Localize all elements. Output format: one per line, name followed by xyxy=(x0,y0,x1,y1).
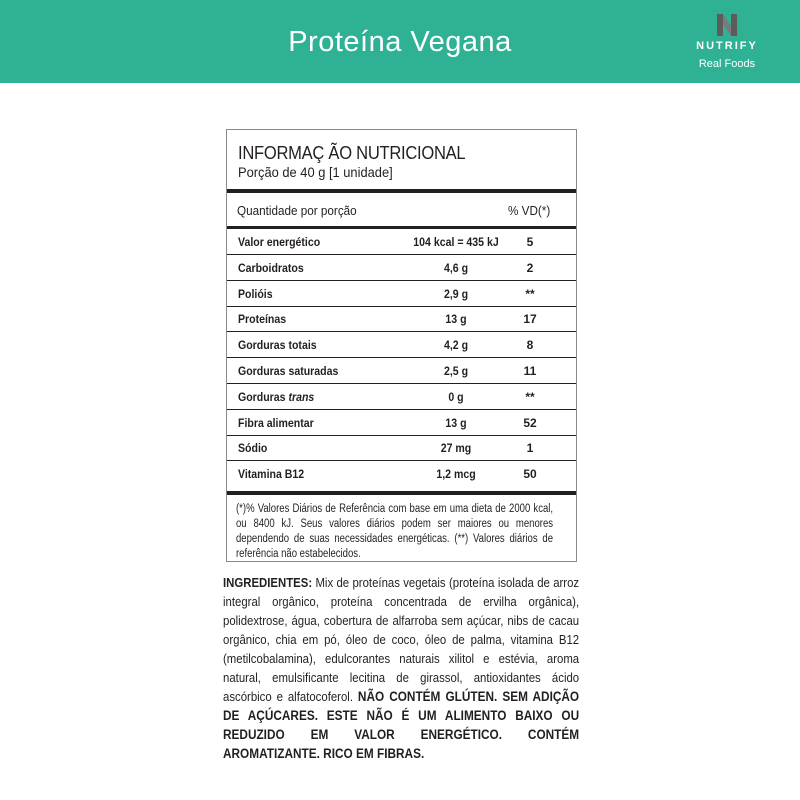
allergen-warning: NÃO CONTÉM GLÚTEN. SEM ADIÇÃO DE AÇÚCARES. ESTE NÃO É UM ALIMENTO BAIXO OU REDUZIDO EM VALOR ENERGÉTICO. CONTÉM AROMATIZANTE. RICO EM FIBRAS. xyxy=(223,689,580,761)
nutrient-name: Vitamina B12 xyxy=(238,467,305,482)
nutrient-quantity: 4,2 g xyxy=(443,338,469,353)
brand-tagline: Real Foods xyxy=(698,58,756,70)
column-header-dv: % VD(*) xyxy=(508,203,551,218)
nutrient-row xyxy=(227,384,576,410)
nutrient-daily-value: 8 xyxy=(526,338,534,353)
nutrient-row xyxy=(227,306,576,332)
page-title: Proteína Vegana xyxy=(288,26,512,58)
nutrient-daily-value: 52 xyxy=(523,415,537,430)
nutrient-name-italic: trans xyxy=(288,389,315,404)
nutrient-daily-value: ** xyxy=(525,286,535,301)
nutrient-quantity: 4,6 g xyxy=(443,260,469,275)
nutrient-name: Gorduras totais xyxy=(238,338,317,353)
brand-name: NUTRIFY xyxy=(696,40,758,52)
nutrient-daily-value: 2 xyxy=(526,260,534,275)
daily-value-footnote: (*)% Valores Diários de Referência com base em uma dieta de 2000 kcal, ou 8400 kJ. Seus valores diários podem ser maiores ou menores dependendo de suas necessidades energéticas. (**) Valores diários de referência não estabelecidos. xyxy=(236,503,554,560)
nutrient-row xyxy=(227,255,576,281)
nutrient-name: Sódio xyxy=(238,441,268,456)
nutrient-name: Fibra alimentar xyxy=(238,415,314,430)
nutrient-name: Carboidratos xyxy=(238,260,304,275)
nutrient-quantity: 2,5 g xyxy=(443,364,469,378)
nutrient-name: Valor energético xyxy=(238,235,321,249)
brand-logo xyxy=(672,12,782,70)
nutrient-quantity: 13 g xyxy=(445,415,467,430)
nutrient-daily-value: 17 xyxy=(523,312,537,327)
nutrient-name-prefix: Gorduras xyxy=(238,389,289,404)
ingredients-heading: INGREDIENTES: xyxy=(223,575,313,590)
ingredients-block xyxy=(223,573,579,763)
nutrient-name: Polióis xyxy=(238,286,273,301)
nutrition-title: INFORMAÇ ÃO NUTRICIONAL xyxy=(238,143,466,163)
nutrient-quantity: 0 g xyxy=(448,389,464,404)
nutrient-quantity: 1,2 mcg xyxy=(436,467,476,482)
nutrient-row xyxy=(227,281,576,307)
nutrient-row xyxy=(227,229,576,255)
nutrient-row xyxy=(227,332,576,358)
nutrient-quantity: 104 kcal = 435 kJ xyxy=(413,235,499,249)
thick-divider xyxy=(227,189,576,193)
nutrient-row xyxy=(227,358,576,384)
nutrient-daily-value: ** xyxy=(525,389,535,404)
portion-size: Porção de 40 g [1 unidade] xyxy=(238,164,393,180)
nutrient-name: Proteínas xyxy=(238,312,287,327)
nutrient-row xyxy=(227,461,576,487)
header-bar xyxy=(0,0,800,83)
column-header-quantity: Quantidade por porção xyxy=(237,203,357,218)
nutrient-daily-value: 5 xyxy=(526,235,534,249)
nutrient-name xyxy=(238,390,314,404)
nutrient-quantity: 27 mg xyxy=(440,441,472,456)
nutrify-logo-icon xyxy=(714,12,740,38)
nutrient-row xyxy=(227,435,576,461)
thick-divider xyxy=(227,491,576,495)
nutrient-daily-value: 50 xyxy=(523,467,537,482)
ingredients-list: Mix de proteínas vegetais (proteína isolada de arroz integral orgânico, proteína concentrada de ervilha orgânica), polidextrose, água, cobertura de alfarroba sem açúcar, nibs de cacau orgânico, chia em pó, óleo de coco, óleo de palma, vitamina B12 (metilcobalamina), edulcorantes naturais xilitol e estévia, aroma natural, emulsificante lecitina de girassol, antioxidantes ácido ascórbico e alfatocoferol. xyxy=(223,575,580,704)
nutrient-row xyxy=(227,410,576,436)
nutrient-name: Gorduras saturadas xyxy=(238,364,339,378)
nutrient-daily-value: 1 xyxy=(526,441,534,456)
nutrient-daily-value: 11 xyxy=(523,364,537,378)
nutrient-quantity: 13 g xyxy=(445,312,467,327)
nutrient-quantity: 2,9 g xyxy=(443,286,469,301)
